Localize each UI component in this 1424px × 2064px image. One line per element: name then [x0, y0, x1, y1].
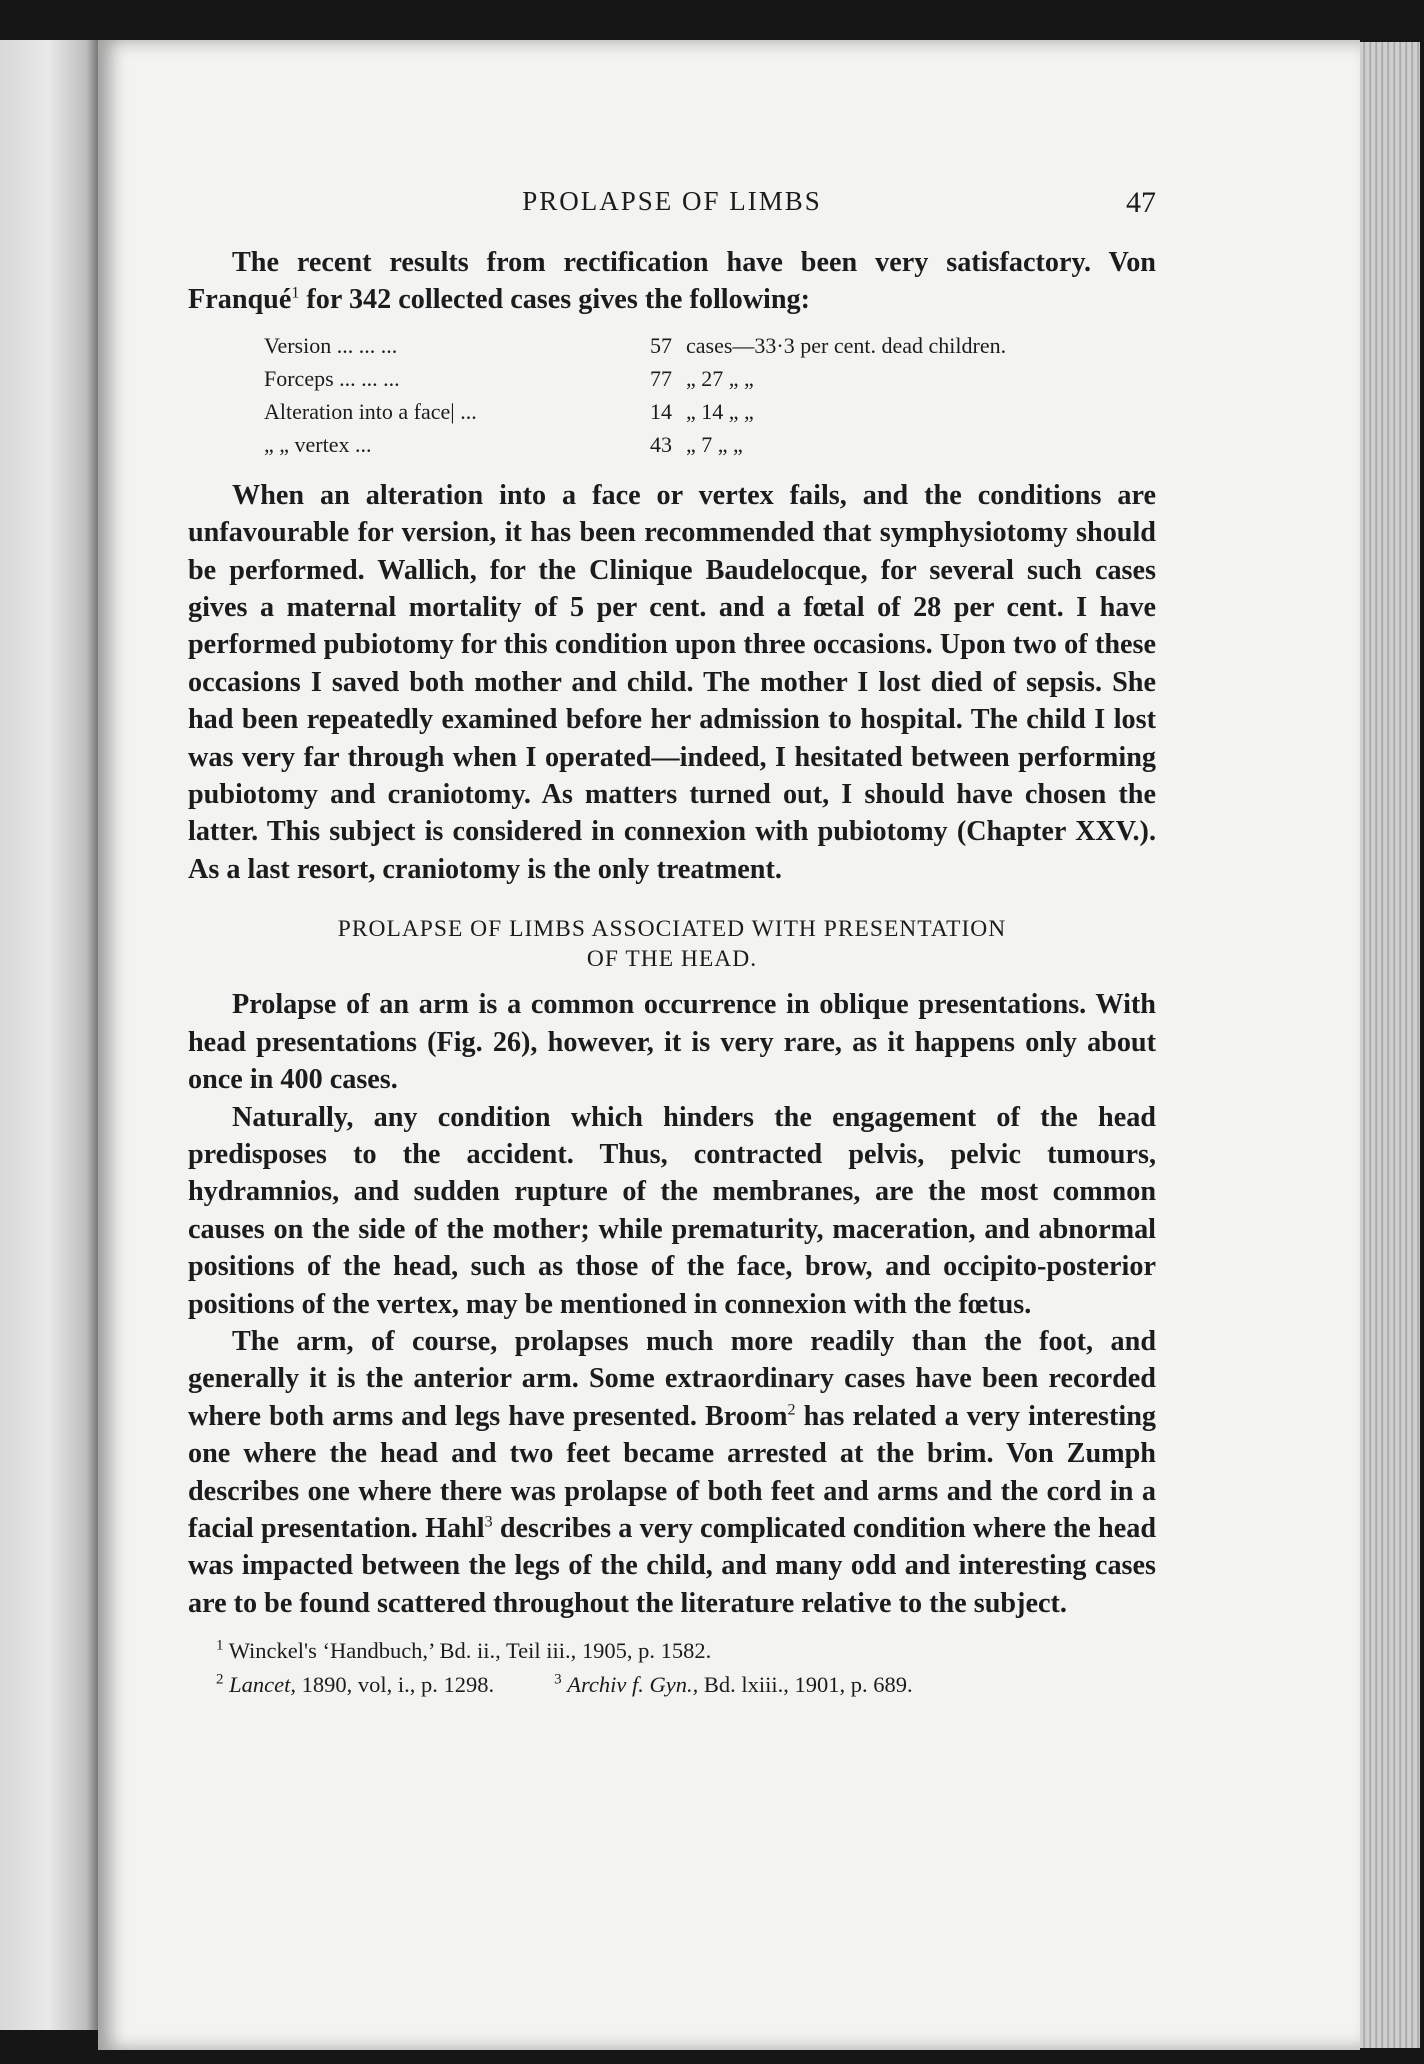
footnote-1 [216, 1634, 1156, 1668]
paragraph-5-text-mid: has related a very interesting one where the head and two feet became arrested at the brim. Von Zumph describes one where there was prolapse of both feet and arms and the cord in a facial presentation. Hahl [188, 1400, 1157, 1544]
page-content [188, 180, 1156, 1702]
table-row [264, 395, 1006, 428]
section-heading-line-2: OF THE HEAD. [586, 946, 758, 973]
footnote-mark: 3 [554, 1671, 562, 1688]
footnote-mark: 2 [216, 1671, 224, 1688]
table-row [264, 428, 1006, 461]
row-label: Alteration into a face| ... [264, 398, 477, 424]
footnote-text: 1890, vol, i., p. 1298. [296, 1672, 495, 1698]
footnote-ref-2: 2 [787, 1401, 796, 1419]
row-count: 57 [650, 332, 672, 358]
paragraph-1-text: The recent results from rectification have been very satisfactory. Von Franqué [188, 247, 1156, 316]
page-fore-edge [1360, 42, 1420, 2048]
row-label: Version ... ... ... [264, 332, 398, 358]
footnote-text: Winckel's ‘Handbuch,’ Bd. ii., Teil iii., 1905, p. 1582. [228, 1638, 712, 1664]
paragraph-5-text-end: describes a very complicated condition where the head was impacted between the legs of the child, and many odd and interesting cases are to be found scattered throughout the literature relative to the subject. [188, 1512, 1156, 1619]
row-detail: „ 7 „ „ [686, 431, 743, 457]
footnote-ref-1: 1 [291, 285, 300, 303]
row-count: 43 [650, 431, 672, 457]
section-heading [188, 914, 1156, 974]
running-head-title: PROLAPSE OF LIMBS [522, 186, 822, 216]
row-count: 77 [650, 365, 672, 391]
paragraph-5-text: The arm, of course, prolapses much more readily than the foot, and generally it is the anterior arm. Some extraordinary cases have been recorded where both arms and legs have presented. Broom [188, 1325, 1156, 1432]
row-detail: „ 27 „ „ [686, 365, 754, 391]
journal-title: Lancet, [229, 1672, 296, 1698]
row-count: 14 [650, 398, 672, 424]
paragraph-alteration: When an alteration into a face or vertex fails, and the conditions are unfavourable for version, it has been recommended that symphysiotomy should be performed. Wallich, for the Clinique Baudelocque, for several such cases gives a maternal mortality of 5 per cent. and a fœtal of 28 per cent. I have performed pubiotomy for this condition upon three occasions. Upon two of these occasions I saved both mother and child. The mother I lost died of sepsis. She had been repeatedly examined before her admission to hospital. The child I lost was very far through when I operated—indeed, I hesitated between performing pubiotomy and craniotomy. As matters turned out, I should have chosen the latter. This subject is considered in connexion with pubiotomy (Chapter XXV.). As a last resort, craniotomy is the only treatment. [188, 479, 1156, 885]
page-number: 47 [1126, 186, 1156, 219]
results-table [264, 329, 1156, 461]
footnote-ref-3: 3 [484, 1513, 493, 1531]
footnote-mark: 1 [216, 1637, 224, 1654]
footnote-text: Bd. lxiii., 1901, p. 689. [698, 1672, 913, 1698]
paragraph-prolapse-arm: Prolapse of an arm is a common occurrence in oblique presentations. With head presentations (Fig. 26), however, it is very rare, as it happens only about once in 400 cases. [188, 989, 1156, 1096]
table-row [264, 329, 1006, 362]
paragraph-causes: Naturally, any condition which hinders the engagement of the head predisposes to the accident. Thus, contracted pelvis, pelvic tumours, hydramnios, and sudden rupture of the membranes, are the most common causes on the side of the mother; while prematurity, maceration, and abnormal positions of the head, such as those of the face, brow, and occipito-posterior positions of the vertex, may be mentioned in connexion with the fœtus. [188, 1101, 1156, 1320]
journal-title: Archiv f. Gyn., [567, 1672, 699, 1698]
footnotes [188, 1634, 1156, 1702]
section-heading-line-1: PROLAPSE OF LIMBS ASSOCIATED WITH PRESENTATION [337, 916, 1007, 943]
paragraph-1-text-end: for 342 collected cases gives the following: [299, 284, 811, 316]
table-row [264, 362, 1006, 395]
row-label: Forceps ... ... ... [264, 365, 400, 391]
paragraph-rectification [188, 244, 1156, 319]
row-detail: „ 14 „ „ [686, 398, 754, 424]
row-label: „ „ vertex ... [264, 431, 372, 457]
paragraph-cases [188, 1323, 1156, 1622]
footnote-2-3 [216, 1668, 1156, 1702]
left-page-edge [0, 40, 108, 2030]
running-head [188, 180, 1156, 230]
row-detail: cases—33·3 per cent. dead children. [686, 332, 1007, 358]
